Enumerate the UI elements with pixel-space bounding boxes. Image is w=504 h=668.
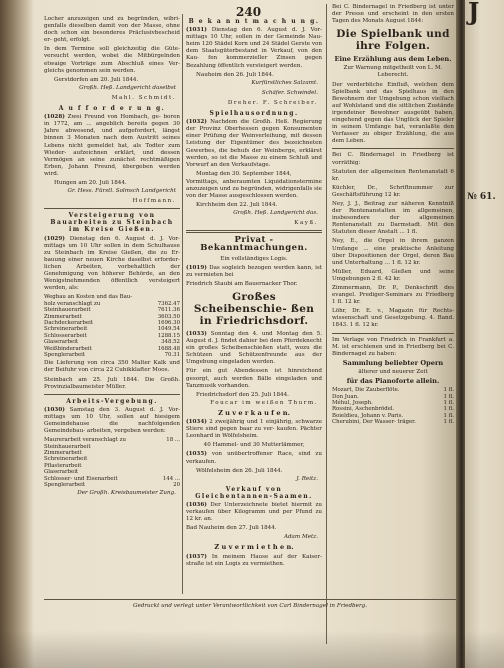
notice-number: (1034) [186, 419, 207, 426]
right-page-title-fragment: J [468, 0, 480, 26]
page-shadow [0, 0, 34, 668]
notice-text: Statuten der allgemeinen Rentenanstalt 6 kr. [332, 168, 454, 182]
section-heading-large: Privat - Bekanntmachungen. [200, 235, 308, 253]
signature-line: Schäfer. Schwindel. [261, 89, 318, 96]
notice-text: von unübertroffener Race, sind zu verkaufen. [186, 451, 322, 465]
section-rule [44, 208, 180, 209]
table-label: Cherubini, Der Wasser- träger. [332, 419, 416, 426]
notice-paragraph [44, 360, 180, 374]
centered-line: 40 Hammel- und 30 Mutterlämmer, [203, 442, 305, 449]
table-label: Spenglerarbeit [44, 351, 86, 358]
table-label: Glaserarbeit [44, 339, 79, 346]
subheading: für das Pianoforte allein. [346, 377, 440, 386]
table-label: Glaserarbeit [44, 469, 79, 476]
notice-text: Küchler, Dr., Schriftnummer zur Geschäftsführung 12 kr. [332, 184, 454, 198]
section-heading: Arbeits-Vergebung. [66, 397, 158, 405]
subheading: Z u v e r m i e t h e n. [214, 543, 294, 552]
notice-text: Dienstag den 6. August d. J. Vor- mittags 10 Uhr, sollen in der Gemeinde Nau- heim 120 Städel Korn und 24 Städel Gerste von dem Staatsgüterbestand in Verkauf, von den Kau- fen kommerzieller Zinsen gegen Bezahlung öffentlich versteigert werden. [186, 27, 322, 69]
notice-paragraph [332, 152, 454, 166]
notice-text: Ney, E., die Orgel in ihrem ganzen Umfange ... eine praktische Anleitung über Dispositionen der Orgel, deren Bau und Unterhaltung ... 1 fl. 12 kr. [332, 238, 454, 266]
notice-paragraph [332, 201, 454, 236]
notice-text: Zimmermann, Dr. P., Denkschrift des evangel. Prediger-Seminars zu Friedberg 1 fl. 12 kr. [332, 285, 454, 306]
dateline: Montag den 30. September 1844, [196, 170, 292, 177]
notice-text: Müller, Eduard, Gießen und seine Umgebungen 2 fl. 42 kr. [332, 268, 454, 282]
notice-paragraph [186, 265, 322, 279]
table-value: 1 fl. [443, 412, 454, 419]
notice-paragraph [186, 27, 322, 70]
signature-name: Hoffmann. [132, 198, 176, 205]
centered-line: Ein vollständiges Logis. [220, 255, 288, 262]
notice-text: Für ein gut Abendessen ist hinreichend gesorgt, auch werden Bälle eingeladen und Tanzmusik vorhanden. [186, 368, 322, 389]
notice-paragraph [332, 4, 454, 25]
section-rule [332, 148, 454, 149]
notice-paragraph [44, 114, 180, 178]
signature-name: Foucar im weißen Thurm. [210, 399, 318, 406]
notice-text: Steinbach am 25. Juli 1844. Die Großh. Provinzialbaumeister Müller. [44, 376, 180, 390]
notice-text: Zwei Freund von Hombach, ge- boren in 1772, am ... angeblich bereits gegen 30 Jahre abwesend, und aufgefordert, längst binnen 3 Monaten nach dem Austritt seines Lebens nicht gemeldet hat, als Todter zum Wieder- aufzeichnen erklärt, und dessen Vermögen an seine zunächst rechtmäßigen Erben, Johann Freund, übergeben werden wird. [44, 114, 180, 177]
table-label: Steinhauerarbeit [44, 443, 91, 450]
section-rule [332, 333, 454, 334]
notice-paragraph [44, 377, 180, 391]
signature-line: Der Großh. Kreisbaumeister Zung. [77, 490, 176, 497]
notice-number: (1028) [44, 114, 65, 121]
notice-text: Bei C. Bindernagel in Friedberg ist vorräthig: [332, 152, 454, 166]
notice-paragraph [186, 502, 322, 523]
notice-text: Im Verlage von Friedrich in Frankfurt a. M. ist erschienen und in Friedberg bei C. Bindernagel zu haben: [332, 336, 454, 357]
notice-paragraph [332, 169, 454, 183]
column-right [332, 4, 454, 652]
notice-text: Ney, J. J., Beitrag zur näheren Kenntniß der Rentenanstalten im allgemeinen, insbesondere der allgemeinen Rentenanstalt zu Darmstadt. Mit den Statuten dieser Anstalt ... 1 fl. [332, 200, 454, 236]
signature-line: Großh. Heß. Landgericht das. [233, 210, 318, 217]
notice-paragraph [44, 16, 180, 44]
notice-text: Nachdem die Großh. Heß. Regierung der Provinz Oberhessen gegen Konsumenten einer Prüfung der Weinverleihung, mit dessen Leistung der Eigentümer des bezeichneten Gewerbes, die behufs der Weinberge, erkläret werden, so ist die Masse zu einem Schluß und Vorwurf an den Verkaufstage. [186, 119, 322, 168]
table-value: 1 fl. [443, 387, 454, 394]
subheading: Eine Erzählung aus dem Leben. [334, 55, 452, 64]
notice-paragraph [186, 451, 322, 465]
notice-number: (1031) [186, 27, 207, 34]
notice-text: Der Unterzeichnete bietet hiermit zu verkaufen über Kilogramm und per Pfund zu 12 kr. an. [186, 501, 322, 523]
centered-line: älterer und neuerer Zeit [358, 368, 428, 375]
notice-paragraph [332, 269, 454, 283]
subheading: Z u v e r k a u f e n. [218, 408, 290, 417]
notice-paragraph [332, 308, 454, 329]
table-label: Zimmerarbeit [44, 313, 82, 320]
notice-number: (1019) [186, 264, 207, 271]
page-number: 240 [236, 5, 262, 19]
footer-rule [44, 599, 456, 600]
notice-text: Bei C. Bindernagel in Friedberg ist unter der Presse und erscheint in den ersten Tagen des Monats August 1844: [332, 4, 454, 25]
column-divider [182, 14, 183, 594]
notice-text: Das sogleich bezogen werden kann, ist zu vermieten bei [186, 264, 322, 278]
table-label: Dachdeckerarbeit [44, 319, 94, 326]
table-label: Weißbinderarbeit [44, 345, 92, 352]
dateline: Wölfelsheim den 26. Juli 1844. [196, 467, 283, 474]
table-label: Steinhauerarbeit [44, 307, 91, 314]
cost-table [44, 294, 180, 358]
signature-name: Kayß. [294, 220, 318, 227]
notice-paragraph [186, 331, 322, 366]
table-row [332, 419, 454, 425]
section-heading: Spielhausordnung. [209, 110, 299, 118]
table-value: 1688.48 [157, 345, 180, 352]
dateline: Friedrichsdorf den 25. Juli 1844. [196, 391, 289, 398]
table-label: Schreinerarbeit [44, 456, 88, 463]
table-label: Boieldieu, Johann v. Paris. [332, 412, 404, 419]
centered-line: Zur Warnung mitgetheilt von L. M. Leberecht. [343, 65, 443, 79]
signature-name: Mahl. Schmidt. [111, 94, 176, 101]
section-heading: Verkauf von Gleichentannen-Saamen. [195, 485, 313, 500]
right-page-issue-number: № 61. [467, 192, 496, 202]
notice-text: Dienstag den 6. August d. J. Vor- mittags um 10 Uhr sollen in dem Schulhause zu Steinbach im Kreise Gießen, die zu Er- bauung einer neuen Kirche daselbst erforder- lichen Arbeiten, vorbehaltlich der Genehmigung von höherer Behörde, an den Wenigstnehmenden öffentlich versteigert werden, als: [44, 235, 180, 292]
table-label: Zimmerarbeit [44, 450, 82, 456]
notice-text: Bad Nauheim den 27. Juli 1844. [186, 525, 277, 532]
notice-paragraph [44, 46, 180, 74]
table-row [44, 352, 180, 358]
table-value: 1049.54 [157, 326, 180, 333]
table-label: holz veranschlagt zu [44, 300, 101, 307]
table-label: Mozart, Die Zauberflöte. [332, 387, 400, 394]
notice-text: Samstag den 3. August d. J. Vor- mittags um 10 Uhr, sollen auf hiesigem Gemeindehause die nachfolgenden Gemeindebau- arbeiten, vergeben werden: [44, 406, 180, 435]
section-heading: A u f f o r d e r u n g. [58, 105, 166, 113]
table-value: 20 [173, 482, 180, 489]
notice-paragraph [186, 525, 322, 532]
notice-number: (1029) [44, 235, 65, 242]
table-value: 348.52 [161, 339, 180, 346]
table-label: Schreinerarbeit [44, 326, 88, 333]
table-value: 1 fl. [443, 419, 454, 426]
notice-paragraph [186, 179, 322, 200]
notice-number: (1033) [186, 331, 207, 337]
column-divider [326, 4, 327, 644]
table-value: 7362.47 [157, 300, 180, 307]
notice-paragraph [186, 419, 322, 440]
table-value: 144 ... [162, 475, 180, 482]
signature-name: Dreher. F. Schreiber. [227, 99, 318, 106]
cost-table [332, 387, 454, 425]
column-middle [186, 16, 322, 598]
column-left [44, 16, 180, 598]
notice-text: Friedrich Staubi am Bauernacker Thor. [186, 280, 298, 287]
signature-line: J. Reitz. [296, 475, 318, 482]
section-heading: B e k a n n t m a c h u n g. [188, 18, 320, 25]
notice-number: (1032) [186, 119, 207, 126]
table-label: Schlosser- und Eisenarbeit [44, 475, 118, 482]
notice-paragraph [332, 238, 454, 266]
table-label: Pflasterarbeit [44, 462, 82, 469]
section-heading: Versteigerung von Bauarbeiten zu Steinbach im Kreise Gießen. [50, 212, 174, 234]
dateline: Hungen am 20. Juli 1844. [54, 179, 127, 186]
notice-text: Die Lieferung von circa 350 Malter Kalk und der Beifuhr von circa 22 Cubikklafter Moos. [44, 360, 180, 374]
notice-paragraph [186, 368, 322, 389]
display-heading: Die Spielbank und ihre Folgen. [336, 28, 450, 53]
cost-table [44, 437, 180, 488]
imprint-line: Gedruckt und verlegt unter Verantwortlichkeit von Carl Bindernagel in Friedberg. [133, 603, 367, 609]
signature-line: Kurfürstliches Salzamt. [251, 79, 318, 86]
notice-paragraph [44, 407, 180, 435]
signature-line: Großh. Heß. Landgericht daselbst [79, 84, 176, 91]
table-value: 18 ... [166, 437, 180, 444]
double-rule [186, 230, 322, 233]
notice-paragraph [186, 119, 322, 169]
table-value: 1 fl. [443, 399, 454, 406]
notice-paragraph [332, 337, 454, 358]
notice-paragraph [44, 236, 180, 293]
notice-paragraph [332, 185, 454, 199]
table-value: 3603.50 [157, 313, 180, 320]
dateline: Gerstdorfen am 20. Juli 1844. [54, 76, 139, 83]
notice-paragraph [332, 82, 454, 146]
section-rule [44, 394, 180, 395]
notice-text: In meinem Hause auf der Kaiser- straße ist ein Logis zu vermiethen. [186, 553, 322, 567]
notice-paragraph [186, 554, 322, 568]
dateline: Nauheim den 26. Juli 1844. [196, 71, 274, 78]
notice-number: (1037) [186, 553, 207, 560]
notice-text: In dem Termine soll gleichzeitig die Güte- versucht werden, wobei die Mitbürgelnden etwaige Vorträge zum Abschluß eines Ver- gleichs genommen sein werden. [44, 46, 180, 74]
right-page [465, 0, 504, 668]
notice-number: (1030) [44, 406, 65, 413]
notice-number: (1035) [186, 451, 207, 458]
notice-number: (1036) [186, 501, 207, 508]
table-label: Maurerarbeit veranschlagt zu [44, 437, 126, 444]
notice-paragraph [186, 281, 322, 288]
notice-paragraph [332, 285, 454, 306]
table-value: 7611.36 [157, 307, 180, 314]
table-label: Wegbau an Kosten und das Bau- [44, 294, 133, 301]
table-value: 1696.30 [157, 319, 180, 326]
subheading: Sammlung beliebter Opern [342, 358, 444, 367]
table-value: 1 fl. [443, 393, 454, 400]
table-value: 70.31 [164, 351, 180, 358]
display-heading: Großes Scheibenschie- ßen in Friedrichsdorf. [193, 291, 315, 327]
notice-text: Locher anzuzeigen und zu begründen, wibri- genfalls dieselben damit von der Masse, ohne doch schon ein besonderes Präclusivbescheid er- geht, erfolgt. [44, 16, 180, 44]
table-value: 1 fl. [443, 406, 454, 413]
signature-line: Gr. Hess. Fürstl. Solmsch Landgericht [67, 188, 176, 195]
table-label: Spenglerarbeit [44, 482, 86, 489]
notice-text: Löhr, Dr. E. v., Magazin für Rechts- wissenschaft und Gesetzgebung. 4. Band. 1843. 1 fl. 12 kr. [332, 308, 454, 329]
dateline: Kirchheim den 22. Juli 1844. [196, 202, 278, 209]
table-label: Méhul, Joseph. [332, 399, 373, 406]
notice-text: Der verderbliche Einfluß, welchen dem Spielbank und das Spielhaus in den Bewohnern der Umgebung schon vielfach auf Wohlstand und die sittlichen Zustände irgendeiner Bewohner ausgeübt haben, eingehend gegen das Unglück der Spieler in seinem Umfange hat, veranlaßte den Verfasser zu obiger Erzählung, die aus dem Leben. [332, 81, 454, 145]
signature-line: Adam Metz. [283, 534, 318, 541]
table-label: Don Juan. [332, 393, 359, 400]
table-label: Rossini, Aschenbrödel. [332, 406, 395, 413]
table-value: 1288.15 [157, 332, 180, 339]
table-row [44, 482, 180, 488]
notice-text: 2 zweijährig und 1 einjährig, schwarze Stiere sind gegen baar zu ver- kaufen. Pächter Leonhard in Wölfelsheim. [186, 419, 322, 440]
notice-text: Vormittags, anberaumten Liquidationstermine anzuzeigen und zu begründen, widrigenfalls sie von der Masse ausgeschlossen werden. [186, 178, 322, 200]
table-label: Schlosserarbeit [44, 332, 87, 339]
notice-text: Sonntag den 4. und Montag den 5. August d. J. findet dahier bei dem Pferdeknecht ein großes Scheibenschießen statt, wozu die Schützen und Schützenfreunde aus der Umgebung eingeladen werden. [186, 331, 322, 366]
